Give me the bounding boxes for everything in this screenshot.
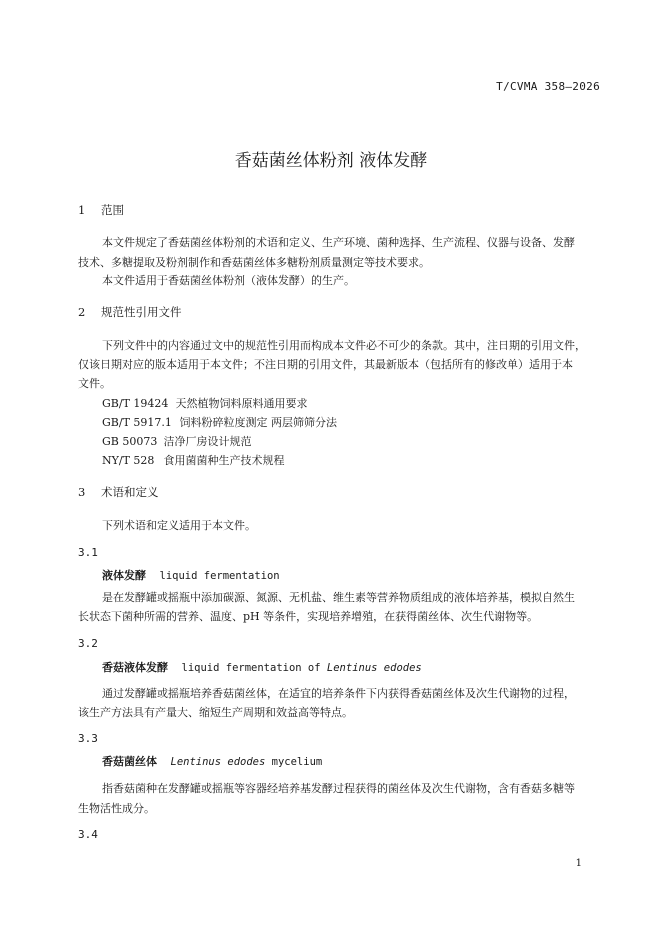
reference-code: GB/T 5917.1	[102, 416, 172, 429]
term-definition-line-1: 通过发酵罐或摇瓶培养香菇菌丝体，在适宜的培养条件下内获得香菇菌丝体及次生代谢物的过程，	[102, 687, 575, 700]
scope-paragraph-1-line-2: 技术、多糖提取及粉剂制作和香菇菌丝体多糖粉剂质量测定等技术要求。	[78, 256, 430, 269]
reference-name: 洁净厂房设计规范	[163, 435, 252, 448]
term-definition-line-1: 是在发酵罐或摇瓶中添加碳源、氮源、无机盐、维生素等营养物质组成的液体培养基，模拟自然生	[102, 591, 575, 604]
term-english-italic: Lentinus edodes	[326, 662, 422, 674]
term-definition-line-2: 生物活性成分。	[78, 802, 155, 815]
reference-code: GB/T 19424	[102, 397, 169, 410]
page-number: 1	[575, 858, 582, 869]
normative-line-3: 文件。	[78, 377, 111, 390]
term-definition-line-1: 指香菇菌种在发酵罐或摇瓶等容器经培养基发酵过程获得的菌丝体及次生代谢物，含有香菇多糖等	[102, 782, 575, 795]
section-3-heading	[78, 484, 158, 500]
section-1-heading	[78, 202, 124, 218]
section-2-heading	[78, 304, 181, 320]
term-number: 3.2	[78, 637, 98, 650]
term-english: mycelium	[265, 756, 323, 768]
document-title: 香菇菌丝体粉剂 液体发酵	[234, 151, 428, 171]
term-chinese: 液体发酵	[102, 569, 146, 582]
term-number: 3.3	[78, 732, 98, 745]
term-definition-line-2: 长状态下菌种所需的营养、温度、pH 等条件，实现培养增殖，在获得菌丝体、次生代谢物等。	[78, 610, 539, 623]
term-definition-line-2: 该生产方法具有产量大、缩短生产周期和效益高等特点。	[78, 706, 353, 719]
term-number: 3.4	[78, 828, 98, 841]
reference-item	[102, 395, 308, 411]
terms-intro: 下列术语和定义适用于本文件。	[102, 519, 256, 532]
reference-code: GB 50073	[102, 435, 158, 448]
normative-line-2: 仅该日期对应的版本适用于本文件；不注日期的引用文件，其最新版本（包括所有的修改单）适用于本	[78, 358, 573, 371]
reference-name: 食用菌菌种生产技术规程	[163, 454, 285, 467]
section-number: 1	[78, 203, 86, 217]
section-title: 术语和定义	[100, 485, 159, 499]
term-english: liquid fermentation	[159, 570, 280, 582]
reference-item	[102, 452, 285, 468]
term-heading	[102, 658, 422, 678]
term-number: 3.1	[78, 546, 98, 559]
scope-paragraph-1-line-1: 本文件规定了香菇菌丝体粉剂的术语和定义、生产环境、菌种选择、生产流程、仪器与设备、发酵	[102, 236, 575, 249]
term-heading	[102, 566, 280, 586]
reference-name: 天然植物饲料原料通用要求	[175, 397, 308, 410]
section-title: 规范性引用文件	[100, 305, 182, 319]
scope-paragraph-2: 本文件适用于香菇菌丝体粉剂（液体发酵）的生产。	[102, 274, 355, 287]
reference-item	[102, 433, 252, 449]
term-heading	[102, 752, 322, 772]
section-number: 3	[78, 485, 86, 499]
term-english-italic: Lentinus edodes	[170, 756, 266, 768]
section-number: 2	[78, 305, 86, 319]
term-english: liquid fermentation of	[181, 662, 327, 674]
reference-item	[102, 414, 337, 430]
reference-code: NY/T 528	[102, 454, 155, 467]
normative-line-1: 下列文件中的内容通过文中的规范性引用而构成本文件必不可少的条款。其中，注日期的引用文件，	[102, 339, 586, 352]
document-number: T/CVMA 358—2026	[496, 80, 600, 93]
section-title: 范围	[100, 203, 124, 217]
term-chinese: 香菇液体发酵	[102, 661, 168, 674]
term-chinese: 香菇菌丝体	[102, 755, 157, 768]
reference-name: 饲料粉碎粒度测定 两层筛筛分法	[179, 416, 337, 429]
